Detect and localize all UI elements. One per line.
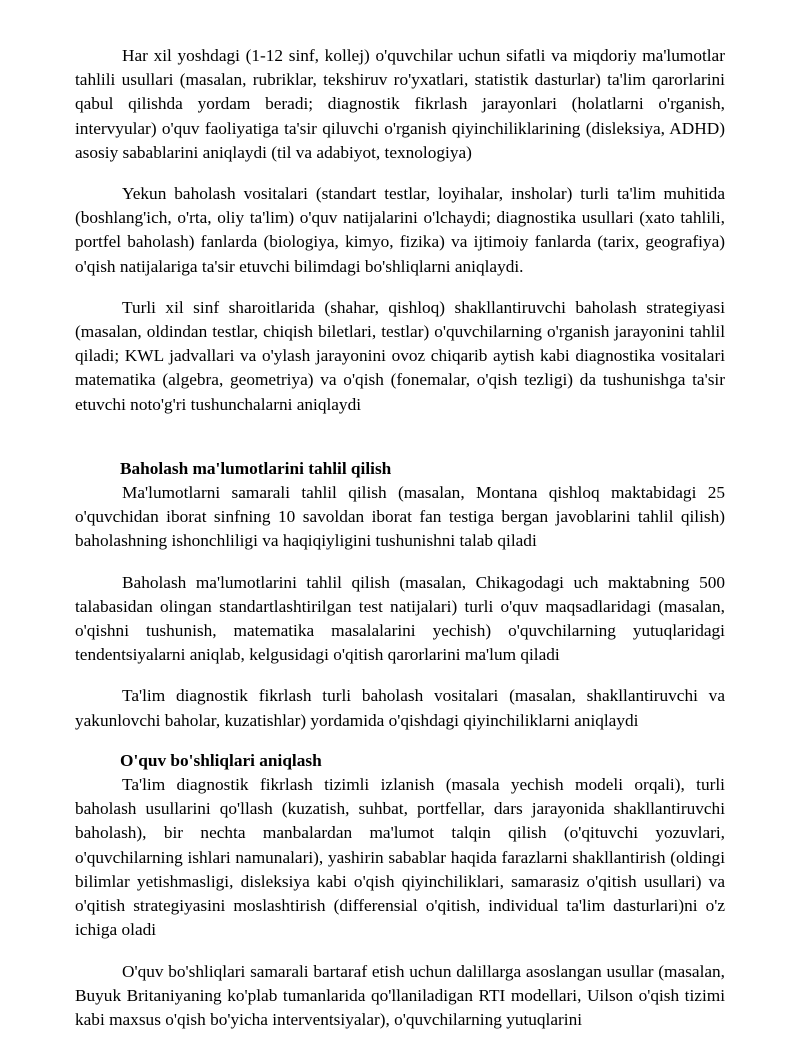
paragraph: Ta'lim diagnostik fikrlash tizimli izlanish (masala yechish modeli orqali), turli baholash usullarini qo'llash (kuzatish, suhbat, portfellar, dars jarayonida shakllantiruvchi baholash), bir nechta manbalardan ma'lumot talqin qilish (o'qituvchi yozuvlari, o'quvchilarning ishlari namunalari), yashirin sabablar haqida farazlarni shakllantirish (oldingi bilimlar yetishmasligi, disleksiya kabi o'qish qiyinchiliklari, samarasiz o'qitish usullari) va o'qitish strategiyasini moslashtirish (differensial o'qitish, individual ta'lim dasturlari)ni o'z ichiga oladi: [75, 775, 725, 940]
section-heading: O'quv bo'shliqlari aniqlash: [120, 750, 322, 770]
paragraph: O'quv bo'shliqlari samarali bartaraf etish uchun dalillarga asoslangan usullar (masalan, Buyuk Britaniyaning ko'plab tumanlarida qo'llaniladigan RTI modellari, Uilson o'qish tizimi kabi maxsus o'qish bo'yicha interventsiyalar), o'quvchilarning yutuqlarini: [75, 961, 725, 1029]
document-page: [75, 44, 725, 1049]
paragraph: Baholash ma'lumotlarini tahlil qilish (masalan, Chikagodagi uch maktabning 500 talabasidan olingan standartlashtirilgan test natijalari) turli o'quv maqsadlaridagi (masalan, o'qishni tushunish, matematika masalalarini yechish) o'quvchilarning yutuqlaridagi tendentsiyalarni aniqlab, kelgusidagi o'qitish qarorlarini ma'lum qiladi: [75, 572, 725, 665]
paragraph: Yekun baholash vositalari (standart testlar, loyihalar, insholar) turli ta'lim muhitida (boshlang'ich, o'rta, oliy ta'lim) o'quv natijalarini o'lchaydi; diagnostika usullari (xato tahlili, portfel baholash) fanlarda (biologiya, kimyo, fizika) va ijtimoiy fanlarda (tarix, geografiya) o'qish natijalariga ta'sir etuvchi bilimdagi bo'shliqlarni aniqlaydi.: [75, 184, 725, 276]
paragraph: Ma'lumotlarni samarali tahlil qilish (masalan, Montana qishloq maktabidagi 25 o'quvchidan iborat sinfning 10 savoldan iborat fan testiga bergan javoblarini tahlil qilish) baholashning ishonchliligi va haqiqiyligini tushunishni talab qiladi: [75, 483, 725, 551]
paragraph: Turli xil sinf sharoitlarida (shahar, qishloq) shakllantiruvchi baholash strategiyasi (masalan, oldindan testlar, chiqish biletlari, testlar) o'quvchilarning o'rganish jarayonini tahlil qiladi; KWL jadvallari va o'ylash jarayonini ovoz chiqarib aytish kabi diagnostika vositalari matematika (algebra, geometriya) va o'qish (fonemalar, o'qish tezligi) da tushunishga ta'sir etuvchi noto'g'ri tushunchalarni aniqlaydi: [75, 297, 725, 414]
paragraph: Har xil yoshdagi (1-12 sinf, kollej) o'quvchilar uchun sifatli va miqdoriy ma'lumotlar tahlili usullari (masalan, rubriklar, tekshiruv ro'yxatlari, statistik dasturlar) ta'lim qarorlarini qabul qilishda yordam beradi; diagnostik fikrlash jarayonlari (holatlarni o'rganish, intervyular) o'quv faoliyatiga ta'sir qiluvchi o'rganish qiyinchiliklarining (disleksiya, ADHD) asosiy sabablarini aniqlaydi (til va adabiyot, texnologiya): [75, 46, 725, 162]
paragraph: Ta'lim diagnostik fikrlash turli baholash vositalari (masalan, shakllantiruvchi va yakunlovchi baholar, kuzatishlar) yordamida o'qishdagi qiyinchiliklarni aniqlaydi: [75, 686, 725, 730]
section-heading: Baholash ma'lumotlarini tahlil qilish: [120, 458, 392, 478]
